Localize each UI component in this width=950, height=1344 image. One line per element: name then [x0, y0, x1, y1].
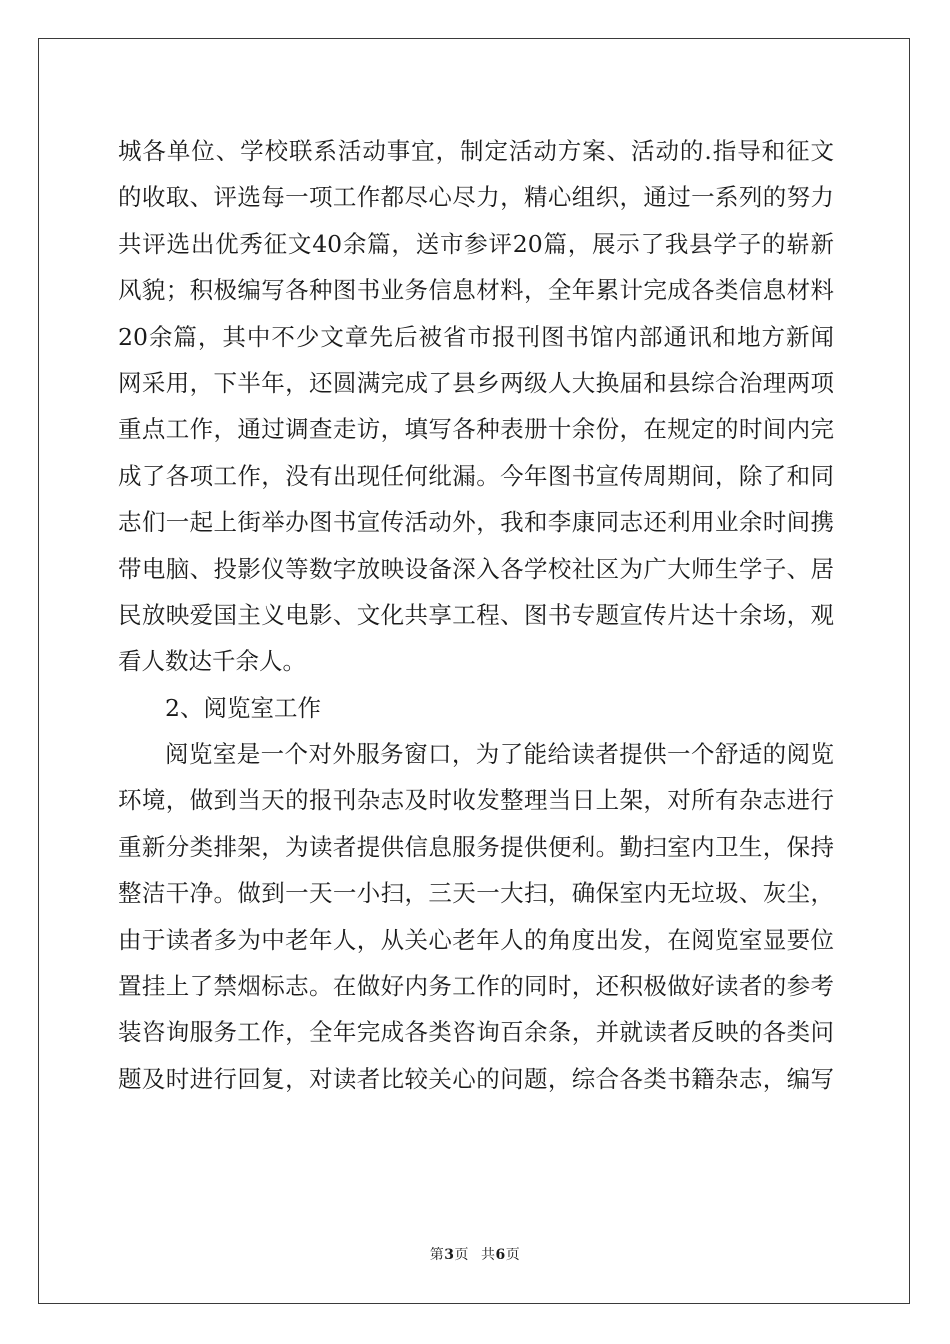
body-line: 城各单位、学校联系活动事宜，制定活动方案、活动的.指导和征文 [118, 137, 834, 165]
body-line: 题及时进行回复，对读者比较关心的问题，综合各类书籍杂志，编写 [118, 1064, 834, 1093]
body-line: 民放映爱国主义电影、文化共享工程、图书专题宣传片达十余场，观 [118, 600, 834, 629]
body-line: 成了各项工作，没有出现任何纰漏。今年图书宣传周期间，除了和同 [118, 461, 834, 490]
total-prefix: 共 [481, 1247, 496, 1263]
body-line: 阅览室是一个对外服务窗口，为了能给读者提供一个舒适的阅览 [165, 740, 834, 769]
body-line: 由于读者多为中老年人，从关心老年人的角度出发，在阅览室显要位 [118, 925, 834, 954]
body-line: 的收取、评选每一项工作都尽心尽力，精心组织，通过一系列的努力 [118, 183, 834, 212]
body-line: 带电脑、投影仪等数字放映设备深入各学校社区为广大师生学子、居 [118, 554, 834, 583]
section-heading: 2、阅览室工作 [165, 693, 321, 722]
page-total: 6 [495, 1247, 506, 1263]
body-line: 整洁干净。做到一天一小扫，三天一大扫，确保室内无垃圾、灰尘， [118, 879, 834, 908]
body-line: 环境，做到当天的报刊杂志及时收发整理当日上架，对所有杂志进行 [118, 786, 834, 815]
body-line: 看人数达千余人。 [118, 647, 306, 676]
body-line: 共评选出优秀征文40余篇，送市参评20篇，展示了我县学子的崭新 [118, 229, 834, 258]
body-line: 重点工作，通过调查走访，填写各种表册十余份，在规定的时间内完 [118, 415, 834, 444]
page-prefix: 第 [429, 1247, 445, 1263]
body-line: 置挂上了禁烟标志。在做好内务工作的同时，还积极做好读者的参考 [118, 972, 834, 1001]
page-footer [0, 1244, 950, 1264]
document-body [118, 128, 834, 1102]
body-line: 志们一起上街举办图书宣传活动外，我和李康同志还利用业余时间携 [118, 508, 834, 537]
body-line: 网采用，下半年，还圆满完成了县乡两级人大换届和县综合治理两项 [118, 368, 834, 397]
page-current: 3 [444, 1247, 455, 1263]
total-suffix: 页 [505, 1247, 521, 1263]
page-suffix: 页 [454, 1247, 469, 1263]
body-line: 装咨询服务工作，全年完成各类咨询百余条，并就读者反映的各类问 [118, 1018, 834, 1047]
body-line: 重新分类排架，为读者提供信息服务提供便利。勤扫室内卫生，保持 [118, 832, 834, 861]
body-line: 风貌；积极编写各种图书业务信息材料，全年累计完成各类信息材料 [118, 276, 834, 305]
body-line: 20余篇，其中不少文章先后被省市报刊图书馆内部通讯和地方新闻 [118, 322, 834, 351]
